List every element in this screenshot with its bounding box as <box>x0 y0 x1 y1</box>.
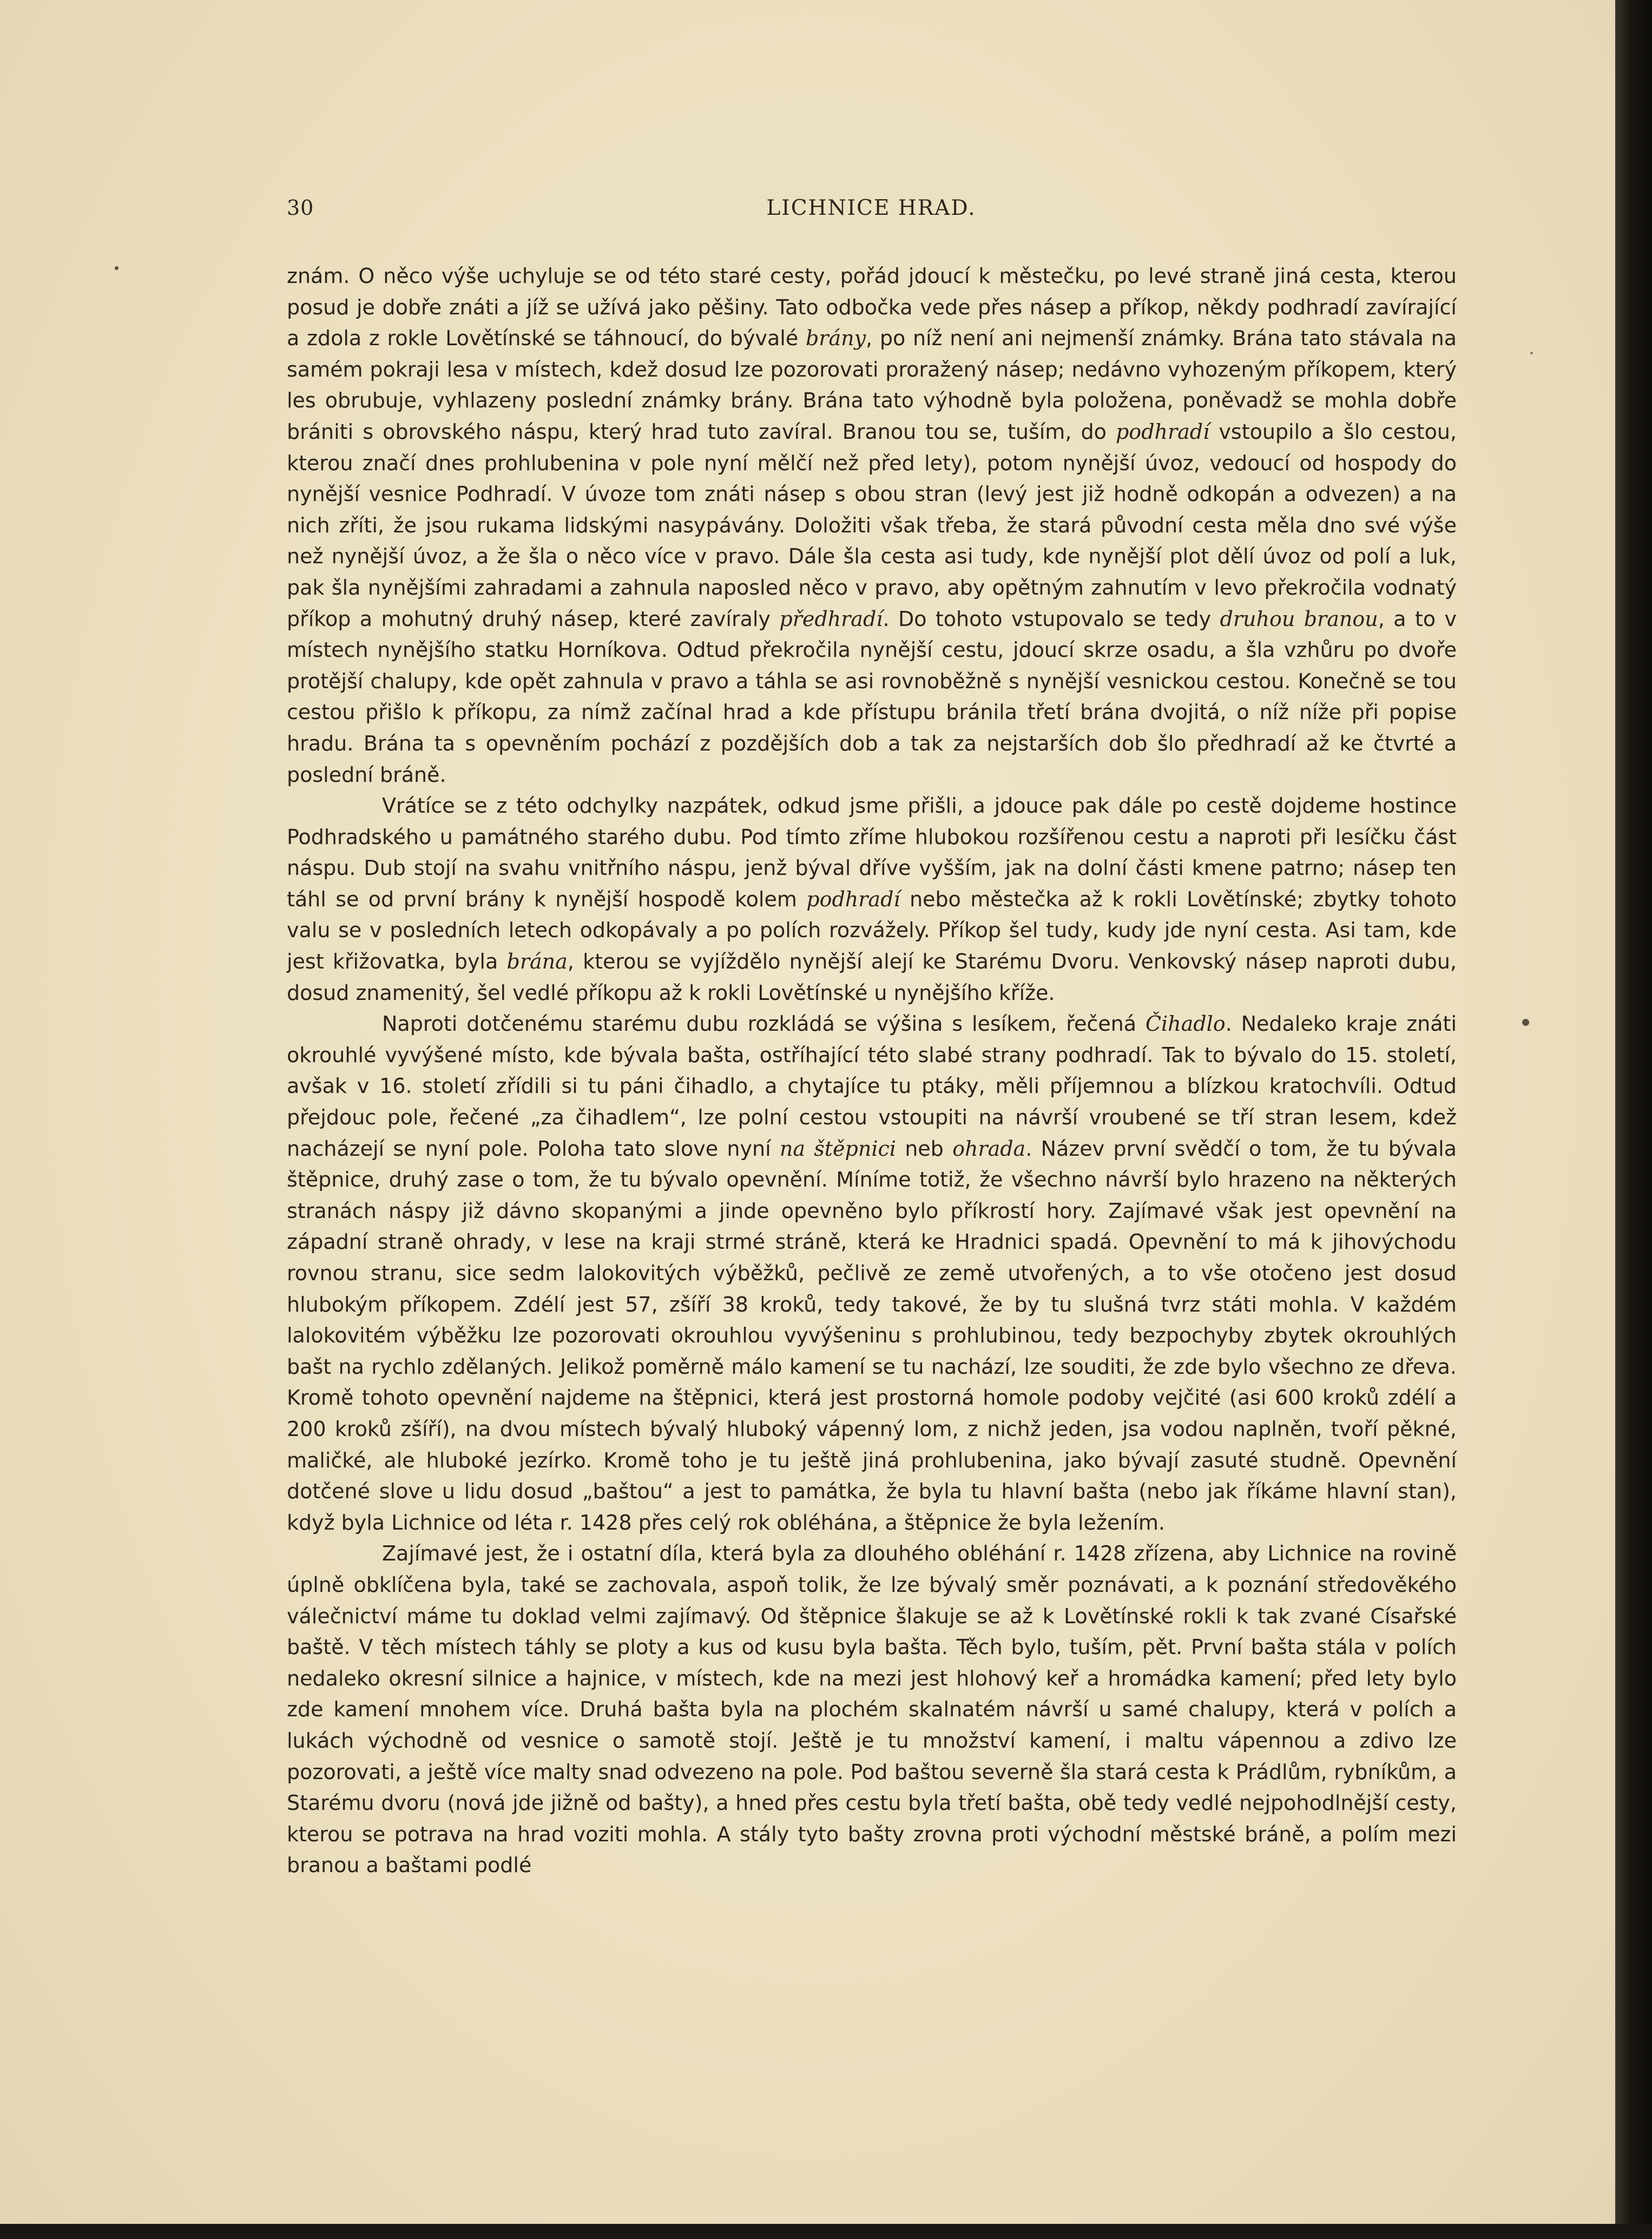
text-run: Vrátíce se z této odchylky nazpátek, odkud jsme přišli, a jdouce pak dále po cestě dojdeme hostince Podhradského u památného starého dubu. Pod tímto zříme hlubokou rozšířenou cestu a naproti při lesíčku část náspu. Dub stojí na svahu vnitřního náspu, jenž býval dříve vyšším, jak na dolní části kmene patrno; násep ten táhl se od první brány k nynější hospodě kolem <box>287 794 1457 911</box>
paragraph <box>287 1538 1457 1881</box>
paragraph <box>287 261 1457 791</box>
margin-speck <box>115 266 119 270</box>
text-run: znám. O něco výše uchyluje se od této staré cesty, pořád jdoucí k městečku, po levé straně jiná cesta, kterou posud je dobře znáti a jíž se užívá jako pěšiny. Tato odbočka vede přes násep a příkop, někdy podhradí zavírající a zdola z rokle Lovětínské se táhnoucí, do bývalé <box>287 264 1457 351</box>
page-header <box>287 196 1456 228</box>
text-run: , po níž není ani nejmenší známky. Brána tato stávala na samém pokraji lesa v místech, kdež dosud lze pozorovati proražený násep; nedávno vyhozeným příkopem, který les obrubuje, vyhlazeny poslední známky brány. Brána tato výhodně byla položena, poněvadž se mohla dobře brániti s obrovského náspu, který hrad tuto zavíral. Branou tou se, tuším, do <box>287 326 1457 444</box>
book-edge-shadow <box>1615 0 1652 2239</box>
text-run: Naproti dotčenému starému dubu rozkládá se výšina s lesíkem, řečená <box>382 1012 1146 1036</box>
italic-term: na štěpnici <box>779 1136 896 1161</box>
paragraph <box>287 1009 1457 1538</box>
text-run: , kterou se vyjíždělo nynější alejí ke Starému Dvoru. Venkovský násep naproti dubu, dosud znamenitý, šel vedlé příkopu až k rokli Lovětínské u nynějšího kříže. <box>287 950 1457 1005</box>
italic-term: podhradí <box>1115 419 1210 444</box>
italic-term: brána <box>506 950 568 974</box>
text-run: neb <box>896 1136 953 1161</box>
italic-term: Čihadlo <box>1145 1012 1226 1036</box>
text-run: nebo městečka až k rokli Lovětínské; zbytky tohoto valu se v posledních letech odkopávaly a po polích rozvážely. Příkop šel tudy, kudy jde nyní cesta. Asi tam, kde jest křižovatka, byla <box>287 887 1457 974</box>
margin-speck <box>1530 352 1533 354</box>
italic-term: ohrada <box>952 1136 1026 1161</box>
paragraph <box>287 791 1457 1009</box>
body-text <box>287 261 1457 1881</box>
italic-term: druhou branou <box>1220 607 1378 631</box>
book-bottom-shadow <box>0 2224 1652 2239</box>
italic-term: podhradí <box>806 887 900 911</box>
italic-term: brány <box>805 326 866 351</box>
text-run: . Nedaleko kraje znáti okrouhlé vyvýšené místo, kde bývala bašta, ostříhající této slabé strany podhradí. Tak to bývalo do 15. století, avšak v 16. století zřídili si tu páni čihadlo, a chytajíce tu ptáky, měli příjemnou a blízkou kratochvíli. Odtud přejdouc pole, řečené „za čihadlem“, lze polní cestou vstoupiti na návrší vroubené se tří stran lesem, kdež nacházejí se nyní pole. Poloha tato slove nyní <box>287 1012 1457 1161</box>
text-run: vstoupilo a šlo cestou, kterou značí dnes prohlubenina v pole nyní mělčí než před lety), potom nynější úvoz, vedoucí od hospody do nynější vesnice Podhradí. V úvoze tom znáti násep s obou stran (levý jest již hodně odkopán a odvezen) a na nich zříti, že jsou rukama lidskými nasypávány. Doložiti však třeba, že stará původní cesta měla dno své výše než nynější úvoz, a že šla o něco více v pravo. Dále šla cesta asi tudy, kde nynější plot dělí úvoz od polí a luk, pak šla nynějšími zahradami a zahnula naposled něco v pravo, aby opětným zahnutím v levo překročila vodnatý příkop a mohutný druhý násep, které zavíraly <box>287 419 1457 631</box>
text-run: , a to v místech nynějšího statku Horníkova. Odtud překročila nynější cestu, jdoucí skrze osadu, a šla vzhůru po dvoře protější chalupy, kde opět zahnula v pravo a táhla se asi rovnoběžně s nynější vesnickou cestou. Konečně se tou cestou přišlo k příkopu, za nímž začínal hrad a kde přístupu bránila třetí brána dvojitá, o níž níže při popise hradu. Brána ta s opevněním pochází z pozdějších dob a tak za nejstarších dob šlo předhradí až ke čtvrté a poslední bráně. <box>287 607 1457 787</box>
page-number: 30 <box>287 196 314 220</box>
text-run: Zajímavé jest, že i ostatní díla, která byla za dlouhého obléhání r. 1428 zřízena, aby Lichnice na rovině úplně obklíčena byla, také se zachovala, aspoň tolik, že lze bývalý směr poznávati, a k poznání středověkého válečnictví máme tu doklad velmi zajímavý. Od štěpnice šlakuje se až k Lovětínské rokli k tak zvané Císařské baště. V těch místech táhly se ploty a kus od kusu byla bašta. Těch bylo, tuším, pět. První bašta stála v polích nedaleko okresní silnice a hajnice, v místech, kde na mezi jest hlohový keř a hromádka kamení; před lety bylo zde kamení mnohem více. Druhá bašta byla na plochém skalnatém návrší u samé chalupy, která v polích a lukách východně od vesnice o samotě stojí. Ještě je tu množství kamení, i maltu vápennou a zdivo lze pozorovati, a ještě více malty snad odvezeno na pole. Pod baštou severně šla stará cesta k Prádlům, rybníkům, a Starému dvoru (nová jde jižně od bašty), a hned přes cestu byla třetí bašta, obě tedy vedlé nejpohodlnější cesty, kterou se potrava na hrad voziti mohla. A stály tyto bašty zrovna proti východní městské bráně, a polím mezi branou a baštami podlé <box>287 1542 1457 1878</box>
margin-speck <box>1522 1019 1529 1026</box>
text-run: . Do tohoto vstupovalo se tedy <box>883 607 1220 631</box>
text-run: . Název první svědčí o tom, že tu bývala štěpnice, druhý zase o tom, že tu bývalo opevnění. Míníme totiž, že všechno návrší bylo hrazeno na některých stranách náspy již dávno skopanými a jinde opevněno bylo příkrostí hory. Zajímavé však jest opevnění na západní straně ohrady, v lese na kraji strmé stráně, která ke Hradnici spadá. Opevnění to má k jihovýchodu rovnou stranu, sice sedm lalokovitých výběžků, pečlivě ze země utvořených, a to vše otočeno jest dosud hlubokým příkopem. Zdélí jest 57, zšíří 38 kroků, tedy takové, že by tu slušná tvrz státi mohla. V každém lalokovitém výběžku lze pozorovati okrouhlou vyvýšeninu s prohlubinou, tedy bezpochyby zbytek okrouhlých bašt na rychlo zdělaných. Jelikož poměrně málo kamení se tu nachází, lze souditi, že zde bylo všechno ze dřeva. Kromě tohoto opevnění najdeme na štěpnici, která jest prostorná homole podoby vejčité (asi 600 kroků zdélí a 200 kroků zšíří), na dvou místech bývalý hluboký vápenný lom, z nichž jeden, jsa vodou naplněn, tvoří pěkné, maličké, ale hluboké jezírko. Kromě toho je tu ještě jiná prohlubenina, jako bývají zasuté studně. Opevnění dotčené slove u lidu dosud „baštou“ a jest to památka, že byla tu hlavní bašta (nebo jak říkáme hlavní stan), když byla Lichnice od léta r. 1428 přes celý rok obléhána, a štěpnice že byla ležením. <box>287 1136 1457 1535</box>
italic-term: předhradí <box>779 607 883 631</box>
running-title: LICHNICE HRAD. <box>766 196 976 220</box>
